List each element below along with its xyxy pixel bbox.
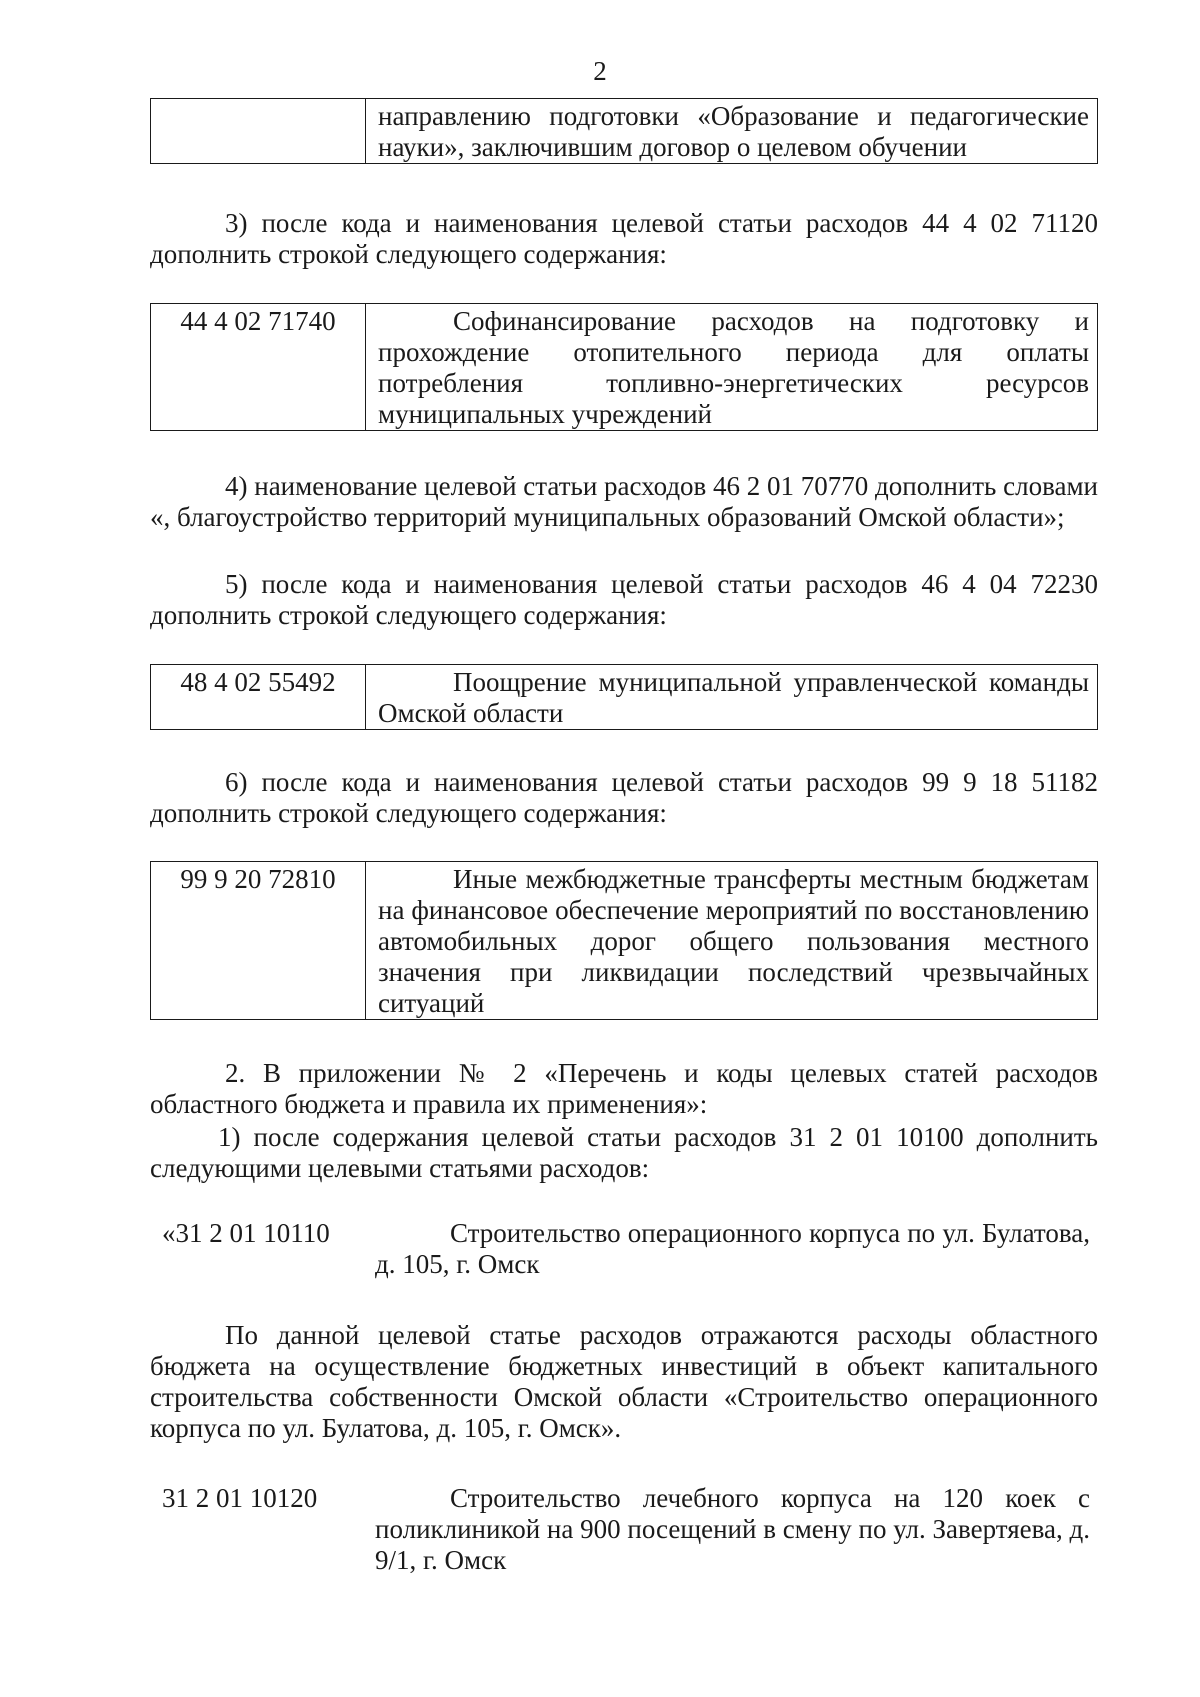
table-code-cell: 99 9 20 72810 [151,862,366,1019]
entry-31-2-01-10110 [150,1218,1098,1280]
item-3-paragraph: 3) после кода и наименования целевой статьи расходов 44 4 02 71120 дополнить строкой следующего содержания: [150,208,1098,269]
entry-code: «31 2 01 10110 [162,1218,330,1248]
table-code-cell [151,99,366,163]
entry-text: Строительство лечебного корпуса на 120 коек с поликлиникой на 900 посещений в смену по ул. Завертяева, д. 9/1, г. Омск [375,1483,1090,1575]
item-5-paragraph: 5) после кода и наименования целевой статьи расходов 46 4 04 72230 дополнить строкой следующего содержания: [150,569,1098,630]
table-text-cell: направлению подготовки «Образование и педагогические науки», заключившим договор о целевом обучении [378,101,1089,162]
entry-1-description: По данной целевой статье расходов отражаются расходы областного бюджета на осуществление бюджетных инвестиций в объект капитального строительства собственности Омской области «Строительство операционного корпуса по ул. Булатова, д. 105, г. Омск». [150,1320,1098,1443]
entry-31-2-01-10120 [150,1483,1098,1576]
section-2-item-1-paragraph: 1) после содержания целевой статьи расходов 31 2 01 10100 дополнить следующими целевыми статьями расходов: [150,1122,1098,1183]
page-number: 2 [593,56,607,86]
section-2-paragraph: 2. В приложении № 2 «Перечень и коды целевых статей расходов областного бюджета и правила их применения»: [150,1058,1098,1119]
table-row-48-4-02-55492 [150,664,1098,730]
item-6-paragraph: 6) после кода и наименования целевой статьи расходов 99 9 18 51182 дополнить строкой следующего содержания: [150,767,1098,828]
entry-text: Строительство операционного корпуса по ул. Булатова, д. 105, г. Омск [375,1218,1090,1279]
table-row-99-9-20-72810 [150,861,1098,1020]
entry-code: 31 2 01 10120 [162,1483,318,1513]
table-continuation [150,98,1098,164]
table-code-cell: 48 4 02 55492 [151,665,366,729]
table-text-cell: Софинансирование расходов на подготовку и прохождение отопительного периода для оплаты потребления топливно-энергетических ресурсов муниципальных учреждений [378,306,1089,429]
table-text-cell: Поощрение муниципальной управленческой команды Омской области [378,667,1089,728]
table-row-44-4-02-71740 [150,303,1098,431]
item-4-paragraph: 4) наименование целевой статьи расходов 46 2 01 70770 дополнить словами «, благоустройство территорий муниципальных образований Омской области»; [150,471,1098,532]
table-text-cell: Иные межбюджетные трансферты местным бюджетам на финансовое обеспечение мероприятий по восстановлению автомобильных дорог общего пользования местного значения при ликвидации последствий чрезвычайных ситуаций [378,864,1089,1018]
table-code-cell: 44 4 02 71740 [151,304,366,430]
